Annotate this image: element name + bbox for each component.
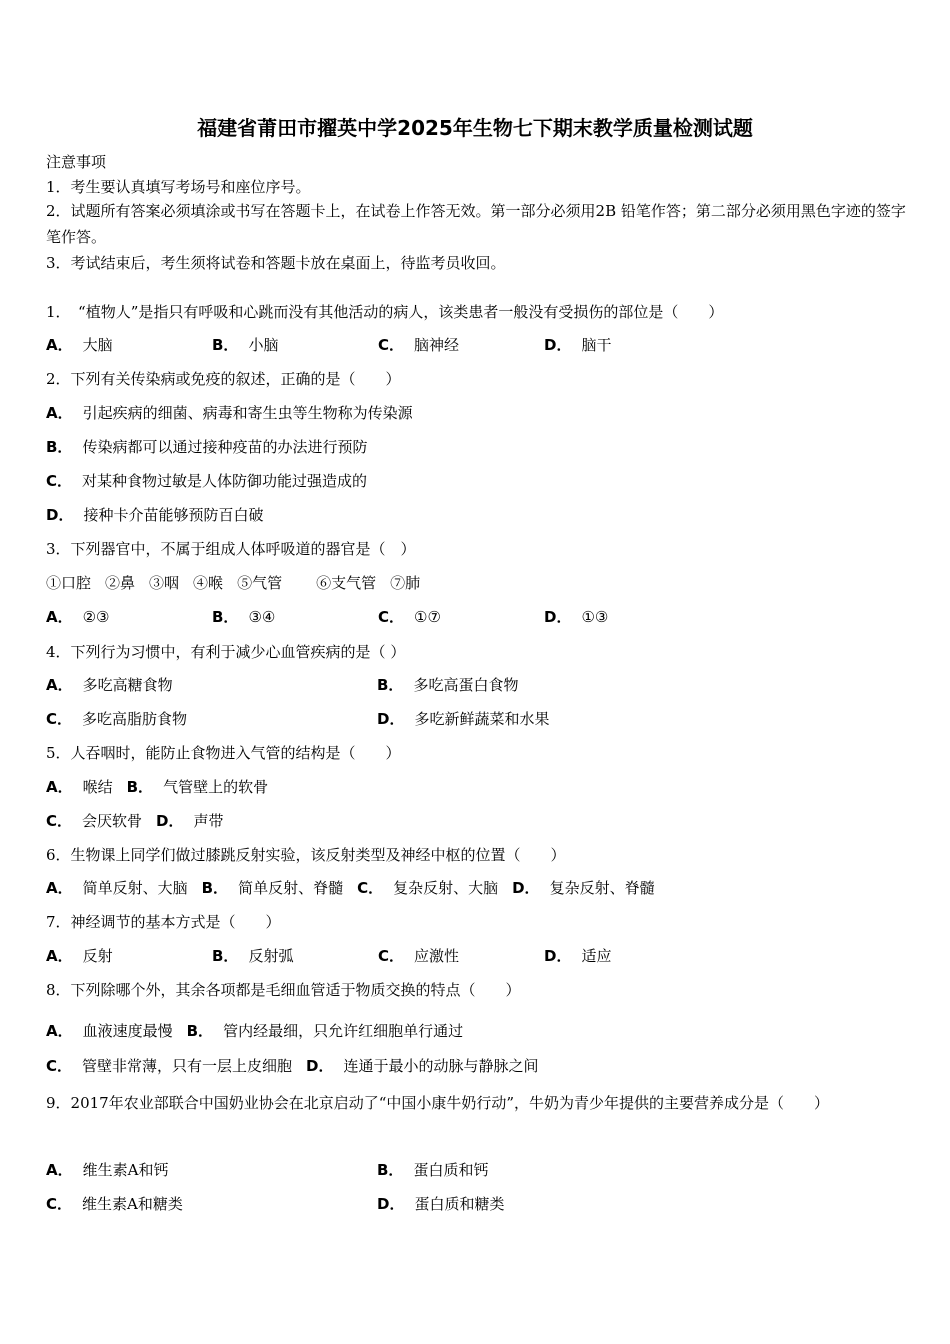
options-row bbox=[46, 1194, 504, 1214]
option: C． ①⑦ bbox=[378, 608, 441, 626]
list-item: ②鼻 bbox=[105, 574, 136, 592]
list-item: ④喉 bbox=[193, 574, 224, 592]
option: C． 管壁非常薄，只有一层上皮细胞 bbox=[46, 1057, 293, 1075]
option: C． 维生素A和糖类 bbox=[46, 1195, 183, 1213]
option: B． 气管壁上的软骨 bbox=[126, 778, 269, 796]
question-stem: 3．下列器官中，不属于组成人体呼吸道的器官是（ ） bbox=[46, 540, 416, 558]
notice-item: 3．考试结束后，考生须将试卷和答题卡放在桌面上，待监考员收回。 bbox=[46, 254, 506, 272]
option: D． 适应 bbox=[544, 947, 612, 965]
question-stem: 4．下列行为习惯中，有利于减少心血管疾病的是（ ） bbox=[46, 643, 406, 661]
option: A． 简单反射、大脑 bbox=[46, 879, 188, 897]
options-row bbox=[46, 675, 518, 695]
list-item: ⑥支气管 bbox=[316, 574, 377, 592]
item-list bbox=[46, 573, 420, 593]
option: C． 会厌软骨 bbox=[46, 812, 143, 830]
option: C． 脑神经 bbox=[378, 336, 460, 354]
option: A． 引起疾病的细菌、病毒和寄生虫等生物称为传染源 bbox=[46, 404, 413, 422]
option: C． 多吃高脂肪食物 bbox=[46, 710, 188, 728]
option: A． 大脑 bbox=[46, 336, 113, 354]
list-item: ⑤气管 bbox=[237, 574, 283, 592]
option: D． ①③ bbox=[544, 608, 609, 626]
option: B． 多吃高蛋白食物 bbox=[377, 676, 519, 694]
options-row bbox=[46, 878, 655, 898]
list-item: ③咽 bbox=[149, 574, 180, 592]
option: D． 复杂反射、脊髓 bbox=[512, 879, 655, 897]
options-row bbox=[46, 607, 608, 627]
option: D． 蛋白质和糖类 bbox=[377, 1195, 505, 1213]
option: A． 反射 bbox=[46, 947, 113, 965]
option: C． 应激性 bbox=[378, 947, 460, 965]
option: B． 反射弧 bbox=[212, 947, 294, 965]
options-row bbox=[46, 811, 224, 831]
option: B． ③④ bbox=[212, 608, 276, 626]
options-row bbox=[46, 946, 611, 966]
option: B． 管内经最细，只允许红细胞单行通过 bbox=[186, 1022, 464, 1040]
options-row bbox=[46, 1160, 488, 1180]
option: D． 接种卡介苗能够预防百白破 bbox=[46, 506, 264, 524]
question-stem: 6．生物课上同学们做过膝跳反射实验，该反射类型及神经中枢的位置（ ） bbox=[46, 846, 566, 864]
option: B． 小脑 bbox=[212, 336, 279, 354]
option: B． 传染病都可以通过接种疫苗的办法进行预防 bbox=[46, 438, 368, 456]
option: C． 对某种食物过敏是人体防御功能过强造成的 bbox=[46, 472, 368, 490]
page-title: 福建省莆田市擢英中学2025年生物七下期末教学质量检测试题 bbox=[197, 116, 753, 140]
option: D． 脑干 bbox=[544, 336, 612, 354]
options-row bbox=[46, 335, 611, 355]
option: A． 多吃高糖食物 bbox=[46, 676, 173, 694]
notice-item: 1．考生要认真填写考场号和座位序号。 bbox=[46, 178, 311, 196]
options-row bbox=[46, 1021, 463, 1041]
option: D． 连通于最小的动脉与静脉之间 bbox=[306, 1057, 539, 1075]
option: A． 血液速度最慢 bbox=[46, 1022, 173, 1040]
option: A． ②③ bbox=[46, 608, 110, 626]
question-stem: 1． “植物人”是指只有呼吸和心跳而没有其他活动的病人，该类患者一般没有受损伤的部位是（ ） bbox=[46, 303, 724, 321]
notice-item: 2．试题所有答案必须填涂或书写在答题卡上，在试卷上作答无效。第一部分必须用2B 铅笔作答；第二部分必须用黑色字迹的签字笔作答。 bbox=[46, 202, 906, 246]
notice-heading: 注意事项 bbox=[46, 153, 107, 171]
question-stem: 7．神经调节的基本方式是（ ） bbox=[46, 913, 281, 931]
option: B． 蛋白质和钙 bbox=[377, 1161, 489, 1179]
option: B． 简单反射、脊髓 bbox=[201, 879, 344, 897]
list-item: ①口腔 bbox=[46, 574, 92, 592]
question-stem: 8．下列除哪个外，其余各项都是毛细血管适于物质交换的特点（ ） bbox=[46, 981, 521, 999]
options-row bbox=[46, 777, 268, 797]
question-stem: 5．人吞咽时，能防止食物进入气管的结构是（ ） bbox=[46, 744, 401, 762]
option: A． 喉结 bbox=[46, 778, 113, 796]
option: D． 多吃新鲜蔬菜和水果 bbox=[377, 710, 550, 728]
options-row bbox=[46, 1056, 539, 1076]
question-stem: 2．下列有关传染病或免疫的叙述，正确的是（ ） bbox=[46, 370, 401, 388]
options-row bbox=[46, 709, 549, 729]
question-stem: 9．2017年农业部联合中国奶业协会在北京启动了“中国小康牛奶行动”，牛奶为青少年提供的主要营养成分是（ ） bbox=[46, 1094, 830, 1112]
list-item: ⑦肺 bbox=[390, 574, 421, 592]
option: D． 声带 bbox=[156, 812, 224, 830]
option: C． 复杂反射、大脑 bbox=[357, 879, 499, 897]
option: A． 维生素A和钙 bbox=[46, 1161, 169, 1179]
